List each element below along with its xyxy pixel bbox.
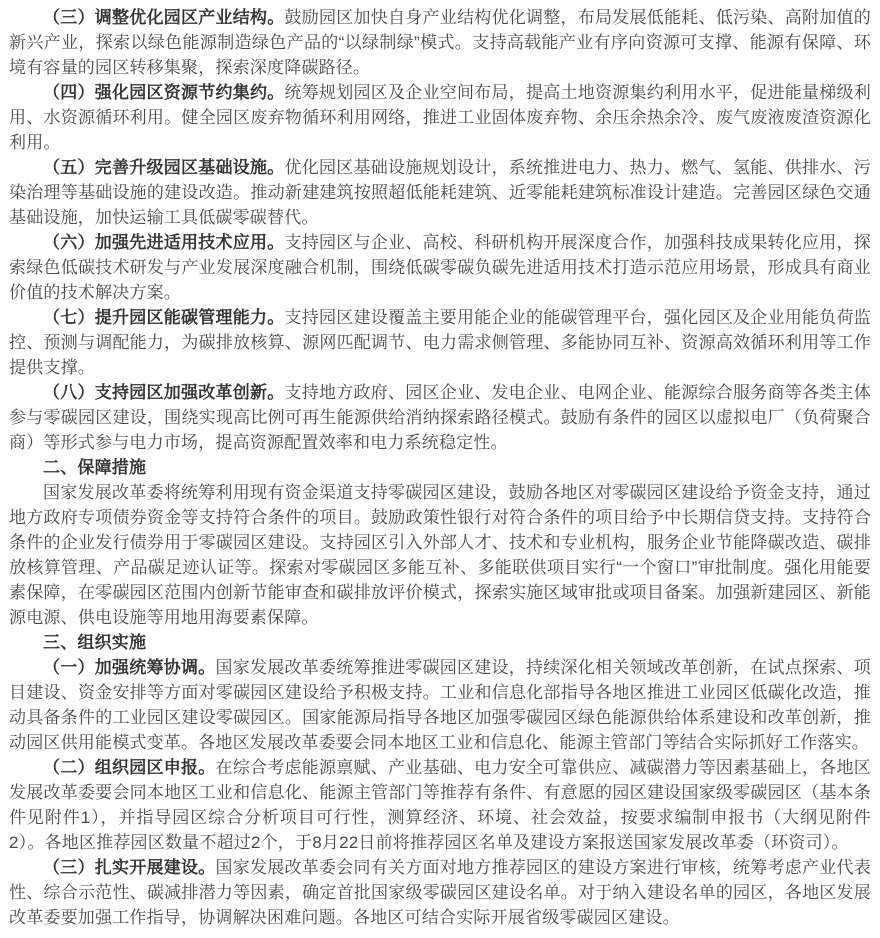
- policy-item-body: 支持园区建设覆盖主要用能企业的能碳管理平台，强化园区及企业用能负荷监控、预测与调配能力，为碳排放核算、源网匹配调节、电力需求侧管理、多能协同互补、资源高效循环利用等工作提供支撑。: [9, 308, 871, 377]
- safeguard-measures-paragraph: [9, 480, 871, 630]
- policy-item-adjust-industry: [9, 5, 871, 80]
- impl-item-park-application: [9, 755, 871, 855]
- impl-item-solid-construction: [9, 855, 871, 930]
- policy-item-heading: （四）强化园区资源节约集约。: [43, 83, 285, 102]
- policy-item-body: 国家发展改革委统筹推进零碳园区建设，持续深化相关领域改革创新，在试点探索、项目建设、资金安排等方面对零碳园区建设给予积极支持。工业和信息化部指导各地区推进工业园区低碳化改造，推动具备条件的工业园区建设零碳园区。国家能源局指导各地区加强零碳园区绿色能源供给体系建设和改革创新，推动园区供用能模式变革。各地区发展改革委要会同本地区工业和信息化、能源主管部门等结合实际抓好工作落实。: [9, 658, 871, 752]
- policy-item-advanced-technology: [9, 230, 871, 305]
- policy-item-infrastructure: [9, 155, 871, 230]
- policy-item-heading: （三）调整优化园区产业结构。: [43, 8, 285, 27]
- section-heading-safeguard-measures: 二、保障措施: [43, 458, 147, 477]
- policy-item-heading: （二）组织园区申报。: [43, 758, 216, 777]
- policy-item-heading: （八）支持园区加强改革创新。: [43, 383, 285, 402]
- policy-item-heading: （六）加强先进适用技术应用。: [43, 233, 285, 252]
- policy-item-heading: （七）提升园区能碳管理能力。: [43, 308, 285, 327]
- policy-item-body: 优化园区基础设施规划设计，系统推进电力、热力、燃气、氢能、供排水、污染治理等基础设施的建设改造。推动新建建筑按照超低能耗建筑、近零能耗建筑标准设计建造。完善园区绿色交通基础设施，加快运输工具低碳零碳替代。: [9, 158, 871, 227]
- policy-item-body: 国家发展改革委会同有关方面对地方推荐园区的建设方案进行审核，统筹考虑产业代表性、综合示范性、碳减排潜力等因素，确定首批国家级零碳园区建设名单。对于纳入建设名单的园区，各地区发展改革委要加强工作指导，协调解决困难问题。各地区可结合实际开展省级零碳园区建设。: [9, 858, 871, 927]
- policy-item-heading: （一）加强统筹协调。: [43, 658, 216, 677]
- policy-item-heading: （三）扎实开展建设。: [43, 858, 216, 877]
- policy-item-body: 鼓励园区加快自身产业结构优化调整，布局发展低能耗、低污染、高附加值的新兴产业，探索以绿色能源制造绿色产品的“以绿制绿”模式。支持高载能产业有序向资源可支撑、能源有保障、环境有容量的园区转移集聚，探索深度降碳路径。: [9, 8, 871, 77]
- policy-item-body: 支持地方政府、园区企业、发电企业、电网企业、能源综合服务商等各类主体参与零碳园区建设，围绕实现高比例可再生能源供给消纳探索路径模式。鼓励有条件的园区以虚拟电厂（负荷聚合商）等形式参与电力市场，提高资源配置效率和电力系统稳定性。: [9, 383, 871, 452]
- policy-item-carbon-management: [9, 305, 871, 380]
- policy-item-body: 支持园区与企业、高校、科研机构开展深度合作，加强科技成果转化应用，探索绿色低碳技术研发与产业发展深度融合机制，围绕低碳零碳负碳先进适用技术打造示范应用场景，形成具有商业价值的技术解决方案。: [9, 233, 871, 302]
- impl-item-coordination: [9, 655, 871, 755]
- policy-item-reform-innovation: [9, 380, 871, 455]
- policy-item-heading: （五）完善升级园区基础设施。: [43, 158, 285, 177]
- policy-item-body: 统筹规划园区及企业空间布局，提高土地资源集约利用水平，促进能量梯级利用、水资源循环利用。健全园区废弃物循环利用网络，推进工业固体废弃物、余压余热余冷、废气废液废渣资源化利用。: [9, 83, 871, 152]
- paragraph-body: 国家发展改革委将统筹利用现有资金渠道支持零碳园区建设，鼓励各地区对零碳园区建设给予资金支持，通过地方政府专项债券资金等支持符合条件的项目。鼓励政策性银行对符合条件的项目给予中长期信贷支持。支持符合条件的企业发行债券用于零碳园区建设。支持园区引入外部人才、技术和专业机构，服务企业节能降碳改造、碳排放核算管理、产品碳足迹认证等。探索对零碳园区多能互补、多能联供项目实行“一个窗口”审批制度。强化用能要素保障，在零碳园区范围内创新节能审查和碳排放评价模式，探索实施区域审批或项目备案。加强新建园区、新能源电源、供电设施等用地用海要素保障。: [9, 483, 871, 627]
- policy-item-resource-conservation: [9, 80, 871, 155]
- section-heading-organization-implementation: 三、组织实施: [43, 633, 147, 652]
- policy-item-body: 在综合考虑能源禀赋、产业基础、电力安全可靠供应、减碳潜力等因素基础上，各地区发展改革委要会同本地区工业和信息化、能源主管部门等推荐有条件、有意愿的园区建设国家级零碳园区（基本条件见附件1），并指导园区综合分析项目可行性，测算经济、环境、社会效益，按要求编制申报书（大纲见附件2）。各地区推荐园区数量不超过2个，于8月22日前将推荐园区名单及建设方案报送国家发展改革委（环资司）。: [9, 758, 871, 852]
